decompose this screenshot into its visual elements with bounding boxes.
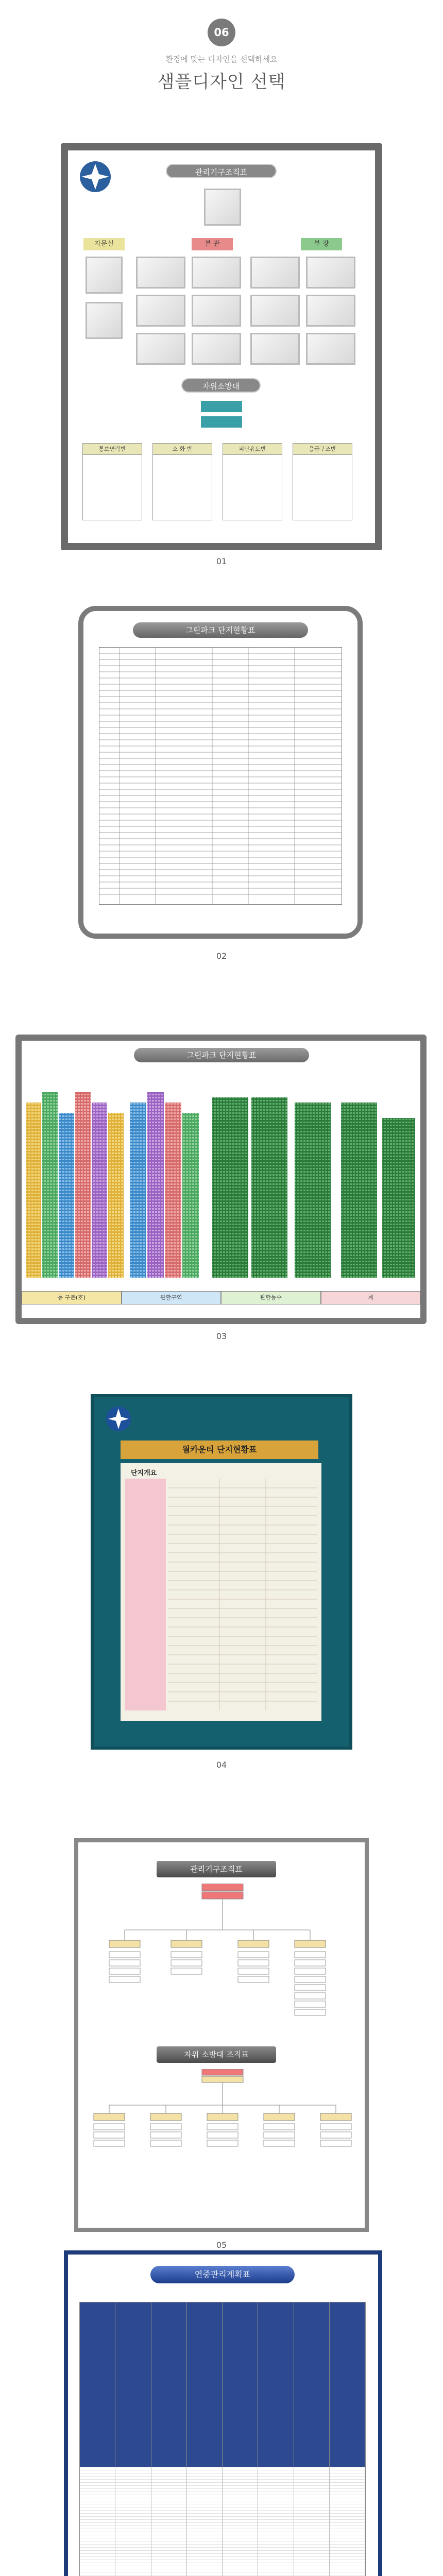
photo-frame	[250, 333, 300, 365]
sample-06-board[interactable]	[64, 2250, 382, 2576]
sample-02-board[interactable]	[78, 606, 363, 939]
section-number-badge: 06	[208, 19, 235, 46]
row-label: 자문실	[83, 238, 125, 250]
sample-03-board[interactable]	[15, 1035, 427, 1324]
sample-01-board[interactable]	[61, 143, 382, 550]
sample-01-subtitle: 자위소방대	[181, 378, 261, 393]
photo-frame	[250, 257, 300, 289]
page-header	[0, 19, 443, 93]
legend-bar	[22, 1291, 420, 1304]
logo-icon	[77, 159, 113, 195]
fire-team-chart	[83, 2069, 362, 2203]
sheet-lines	[168, 1479, 317, 1710]
photo-frame	[136, 295, 185, 327]
sample-number: 04	[216, 1760, 227, 1770]
photo-frame	[204, 189, 241, 226]
logo-icon	[104, 1404, 133, 1433]
team-box: 응급구조반	[293, 443, 352, 520]
label-column	[125, 1479, 166, 1710]
sample-05-title: 관리기구조직표	[157, 1861, 276, 1877]
sample-03-title: 그린파크 단지현황표	[134, 1048, 309, 1062]
photo-frame	[136, 257, 185, 289]
legend-item: 계	[321, 1291, 421, 1304]
photo-frame	[306, 295, 355, 327]
photo-frame	[192, 257, 241, 289]
sample-02-title: 그린파크 단지현황표	[133, 622, 308, 638]
photo-frame	[250, 295, 300, 327]
sample-04-board[interactable]	[91, 1394, 352, 1750]
photo-frame	[192, 295, 241, 327]
row-label: 본 관	[192, 238, 233, 250]
sample-01-title: 관리기구조직표	[166, 164, 277, 178]
team-block	[201, 401, 242, 412]
sample-number: 05	[216, 2240, 227, 2250]
sample-number: 01	[216, 556, 227, 566]
building-chart	[22, 1072, 420, 1288]
sample-05-board[interactable]	[74, 1838, 369, 2232]
team-box: 통보연락반	[82, 443, 142, 520]
org-chart	[83, 1884, 362, 2038]
page-subtitle: 환경에 맞는 디자인을 선택하세요	[165, 55, 278, 64]
photo-frame	[136, 333, 185, 365]
sample-number: 03	[216, 1331, 227, 1341]
sample-05-subtitle: 자위 소방대 조직표	[157, 2046, 276, 2063]
sample-number: 02	[216, 951, 227, 961]
data-sheet	[121, 1463, 321, 1721]
legend-item: 관할구역	[122, 1291, 222, 1304]
photo-frame	[192, 333, 241, 365]
row-label: 부 장	[301, 238, 342, 250]
plan-grid	[79, 2302, 366, 2576]
sample-06-title: 연중관리계획표	[150, 2266, 295, 2283]
table-placeholder	[99, 647, 342, 905]
photo-frame	[306, 333, 355, 365]
sheet-section-title: 단지개요	[131, 1469, 157, 1477]
legend-item: 관할동수	[221, 1291, 321, 1304]
team-block	[201, 416, 242, 428]
team-box: 소 화 반	[152, 443, 212, 520]
photo-frame	[86, 302, 123, 339]
sample-04-title: 월카운티 단지현황표	[121, 1440, 318, 1459]
page-title: 샘플디자인 선택	[157, 72, 286, 92]
photo-frame	[306, 257, 355, 289]
legend-item: 동 구분(호)	[22, 1291, 122, 1304]
team-box: 피난유도반	[223, 443, 282, 520]
photo-frame	[86, 257, 123, 294]
